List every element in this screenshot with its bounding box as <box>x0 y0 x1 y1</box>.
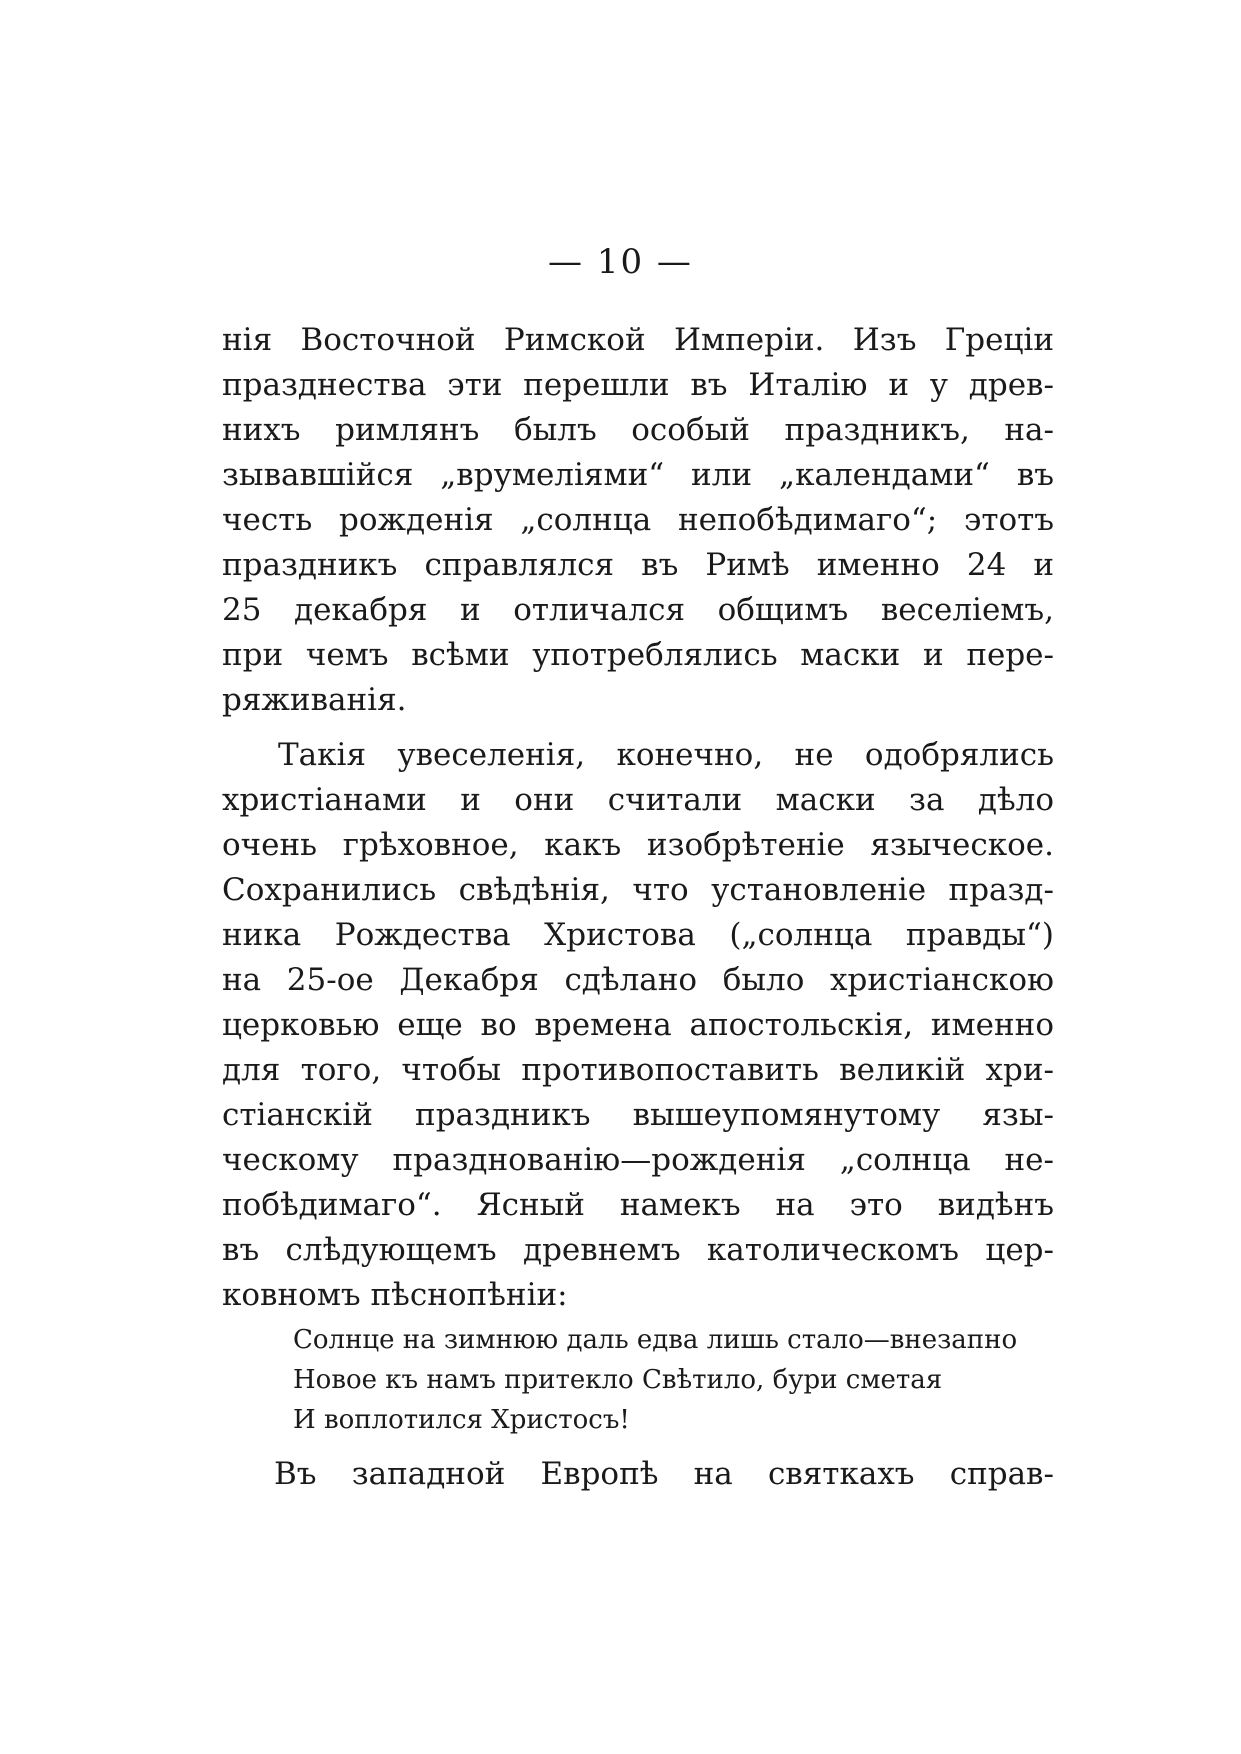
poem-line: И воплотился Христосъ! <box>293 1405 630 1435</box>
text-line: Сохранились свѣдѣнія, что установленіе празд- <box>222 872 1054 908</box>
text-line: при чемъ всѣми употреблялись маски и пере- <box>222 637 1054 673</box>
text-line: нія Восточной Римской Имперіи. Изъ Греціи <box>222 322 1054 358</box>
text-line: для того, чтобы противопоставить великій хри- <box>222 1052 1054 1088</box>
text-line: ряживанія. <box>222 682 407 718</box>
poem-line: Новое къ намъ притекло Свѣтило, бури сметая <box>293 1365 943 1395</box>
text-line: ческому празднованію—рожденія „солнца не- <box>222 1142 1054 1178</box>
text-line: нихъ римлянъ былъ особый праздникъ, на- <box>222 412 1054 448</box>
paragraph-1 <box>222 318 1054 723</box>
text-line: ковномъ пѣснопѣніи: <box>222 1277 568 1313</box>
hymn-quote <box>293 1320 1033 1440</box>
text-line: празднества эти перешли въ Италію и у древ- <box>222 367 1054 403</box>
text-line: церковью еще во времена апостольскія, именно <box>222 1007 1054 1043</box>
closing-paragraph <box>222 1452 1054 1497</box>
text-line: Такія увеселенія, конечно, не одобрялись <box>278 737 1054 773</box>
text-line: на 25-ое Декабря сдѣлано было христіанскою <box>222 962 1054 998</box>
main-text <box>222 318 1054 1318</box>
text-line: Въ западной Европѣ на святкахъ справ- <box>274 1456 1054 1492</box>
text-line: 25 декабря и отличался общимъ веселіемъ, <box>222 592 1054 628</box>
paragraph-2 <box>222 733 1054 1318</box>
text-line: ника Рождества Христова („солнца правды“) <box>222 917 1054 953</box>
text-line: въ слѣдующемъ древнемъ католическомъ цер- <box>222 1232 1054 1268</box>
text-line: стіанскій праздникъ вышеупомянутому язы- <box>222 1097 1054 1133</box>
text-line: честь рожденія „солнца непобѣдимаго“; этотъ <box>222 502 1054 538</box>
text-line: очень грѣховное, какъ изобрѣтеніе языческое. <box>222 827 1054 863</box>
text-line: побѣдимаго“. Ясный намекъ на это видѣнъ <box>222 1187 1054 1223</box>
page-number: — 10 — <box>548 242 693 282</box>
text-line: христіанами и они считали маски за дѣло <box>222 782 1054 818</box>
text-line: зывавшійся „врумеліями“ или „календами“ въ <box>222 457 1054 493</box>
poem-line: Солнце на зимнюю даль едва лишь стало—внезапно <box>293 1325 1018 1355</box>
text-line: праздникъ справлялся въ Римѣ именно 24 и <box>222 547 1054 583</box>
